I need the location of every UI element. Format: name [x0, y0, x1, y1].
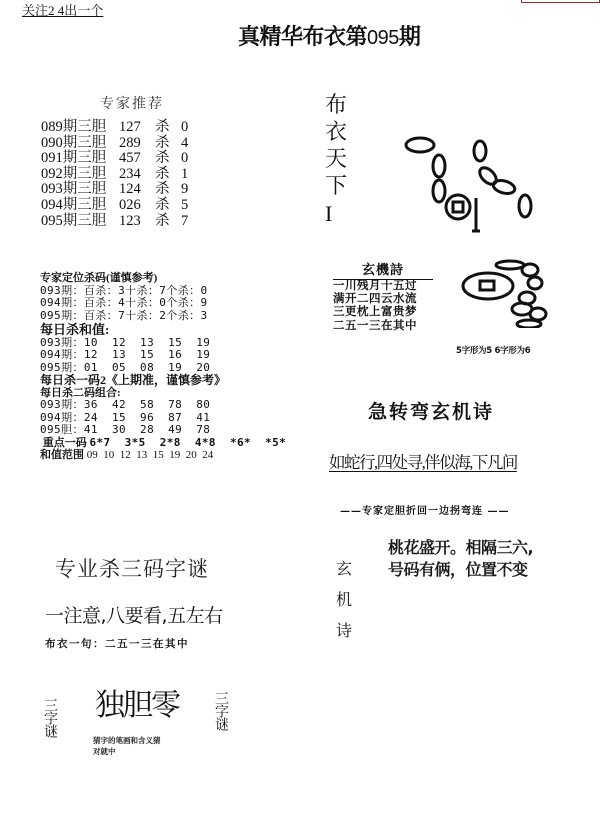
pick-kill-label: 杀 — [155, 181, 170, 198]
pick-kill: 0 — [181, 150, 189, 167]
expert-hint-line: ——专家定胆折回一边拐弯连 —— — [340, 506, 510, 517]
vertical-title-char: I — [325, 201, 333, 226]
mystic-poem-char: 机 — [336, 590, 353, 609]
sum-kill-heading: 每日杀和值: — [40, 322, 110, 337]
title-prefix: 真精华布衣第 — [238, 25, 368, 50]
pick-issue: 094期三胆 — [41, 196, 107, 213]
coin-chain-drawing — [380, 118, 590, 240]
pick-issue: 089期三胆 — [41, 119, 107, 135]
mystic-poem-text — [388, 537, 533, 581]
two-code-row: 093期：36 42 58 78 80 — [40, 398, 211, 411]
pick-kill: 7 — [181, 212, 189, 229]
pick-issue: 091期三胆 — [41, 150, 107, 167]
pick-digits: 234 — [119, 165, 141, 182]
position-kill-row: 093期：百杀：3十杀：7个杀：0 — [40, 283, 208, 297]
brain-teaser-title: 急转弯玄机诗 — [368, 401, 495, 423]
pick-kill: 0 — [181, 119, 189, 135]
issue-number: 095 — [367, 27, 399, 49]
top-note: 关注2 4出一个 — [22, 3, 104, 18]
pick-kill: 4 — [181, 134, 189, 151]
pick-kill-label: 杀 — [155, 212, 170, 229]
vertical-title-char: 天 — [325, 147, 348, 172]
sum-range-values: 09 10 12 13 15 19 20 24 — [86, 449, 214, 461]
focus-code-row — [40, 437, 286, 450]
pick-issue: 095期三胆 — [41, 212, 107, 229]
pick-row — [41, 182, 195, 198]
mystic-poem-line: 号码有俩，位置不变 — [388, 560, 528, 579]
vertical-title-char: 下 — [325, 174, 348, 199]
riddle-line: 一注意,八要看,五左右 — [45, 605, 223, 627]
poem-line: 二五一三在其中 — [333, 319, 417, 332]
poem-title: 玄機詩 — [333, 259, 433, 280]
poem-line: 三更枕上富贵梦 — [333, 306, 417, 319]
page-title — [238, 20, 420, 51]
pick-kill: 1 — [181, 165, 189, 182]
one-code-heading: 每日杀一码2《上期准，谨慎参考》 — [40, 373, 227, 387]
riddle-hint: 猜字的笔画和含义猜对就中 — [93, 736, 161, 756]
pick-row — [41, 136, 195, 152]
vertical-title-char: 布 — [325, 93, 348, 118]
two-code-row: 095胆：41 30 28 49 78 — [40, 423, 211, 436]
sum-kill-row: 095期：01 05 08 19 20 — [40, 360, 211, 374]
pick-kill-label: 杀 — [155, 119, 170, 135]
pick-issue: 093期三胆 — [41, 181, 107, 198]
two-code-row: 094期：24 15 96 87 41 — [40, 410, 211, 424]
mystic-poem-char: 玄 — [336, 559, 353, 578]
big-riddle-text: 独胆零 — [95, 688, 179, 723]
sum-range-label: 和值范围 — [40, 449, 84, 461]
poem-line: 一川残月十五过 — [333, 280, 417, 292]
pick-kill: 9 — [181, 181, 189, 198]
pick-digits: 026 — [119, 196, 141, 213]
riddle-note: 布衣一句：二五一三在其中 — [45, 638, 189, 650]
sum-range-row — [40, 449, 286, 462]
pick-kill: 5 — [181, 196, 189, 213]
three-word-riddle-label-left: 三字谜 — [42, 698, 58, 737]
title-suffix: 期 — [398, 25, 421, 50]
mystic-poem-vertical-label — [336, 553, 352, 646]
pick-kill-label: 杀 — [155, 134, 170, 151]
vertical-title-char: 衣 — [325, 120, 348, 145]
pick-digits: 124 — [119, 181, 141, 198]
pick-kill-label: 杀 — [155, 196, 170, 213]
poem-box — [333, 259, 433, 333]
pick-issue: 092期三胆 — [41, 165, 107, 182]
vertical-title — [325, 92, 347, 227]
coin-digit-drawing — [455, 258, 575, 328]
sum-kill-row: 093期：10 12 13 15 19 — [40, 335, 211, 349]
position-kill-section — [40, 272, 286, 462]
digit-shape-caption: 5字形为5 6字形为6 — [456, 346, 531, 356]
coin-chain-icon — [380, 118, 590, 240]
position-kill-heading: 专家定位杀码(谨慎参考) — [40, 272, 158, 284]
pick-digits: 457 — [119, 150, 141, 167]
three-word-riddle-label-right: 三字谜 — [213, 691, 229, 730]
pick-row — [41, 151, 195, 167]
pick-row — [41, 214, 195, 230]
coin-digit-icon — [455, 258, 575, 328]
pick-row — [41, 198, 195, 214]
pick-kill-label: 杀 — [155, 165, 170, 182]
brain-teaser-line: 如蛇行,四处寻,伴似海,下凡间 — [329, 453, 517, 472]
pick-kill-label: 杀 — [155, 150, 170, 167]
poem-line: 满开二四云水流 — [333, 293, 417, 306]
mystic-poem-char: 诗 — [336, 621, 353, 640]
top-right-frame — [521, 0, 600, 3]
focus-code-label: 重点一码 — [42, 436, 87, 449]
focus-code-values: 6*7 3*5 2*8 4*8 *6* *5* — [89, 435, 287, 449]
sum-kill-row: 094期：12 13 15 16 19 — [40, 348, 211, 361]
pick-digits: 123 — [119, 212, 141, 229]
mystic-poem-line: 桃花盛开。相隔三六, — [388, 538, 534, 557]
expert-picks-heading: 专家推荐 — [100, 96, 164, 112]
riddle-title: 专业杀三码字谜 — [55, 557, 209, 581]
pick-digits: 289 — [119, 134, 141, 151]
pick-row — [41, 120, 195, 136]
position-kill-row: 095期：百杀：7十杀：2个杀：3 — [40, 308, 208, 322]
pick-digits: 127 — [119, 119, 141, 135]
position-kill-row: 094期：百杀：4十杀：0个杀：9 — [40, 296, 208, 309]
two-code-heading: 每日杀二码组合: — [40, 386, 121, 399]
expert-picks-table — [41, 120, 195, 229]
pick-issue: 090期三胆 — [41, 134, 107, 151]
